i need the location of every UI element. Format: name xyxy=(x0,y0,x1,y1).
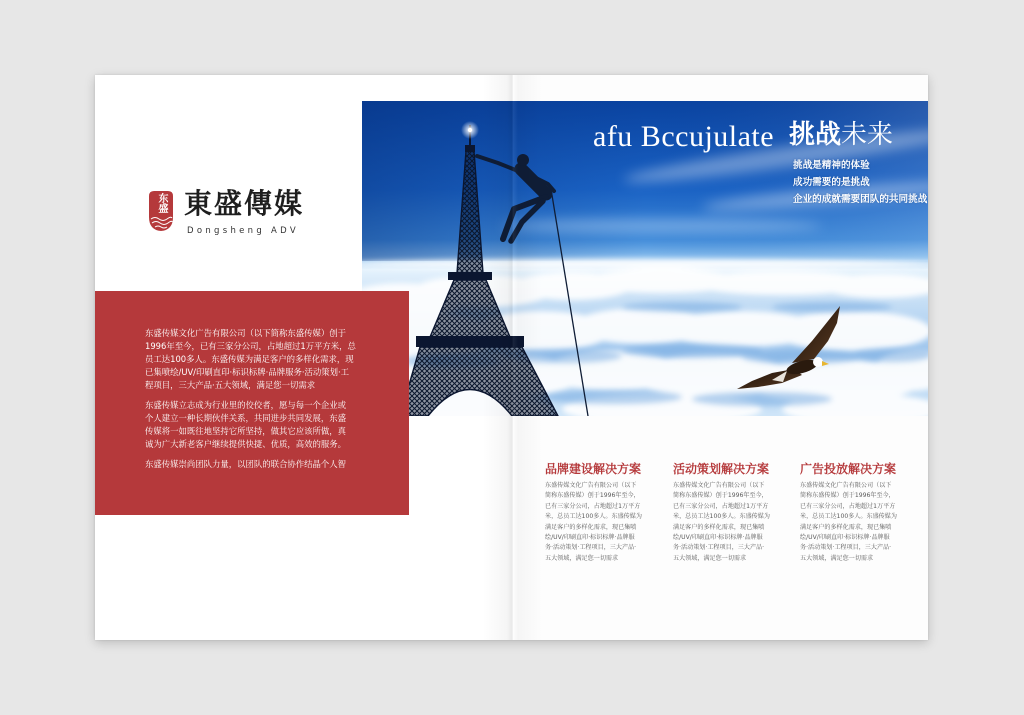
solution-line: 绘/UV/印刷直印·标识标牌·品牌服 xyxy=(545,534,635,542)
solution-line: 务·活动策划·工程项目，三大产品· xyxy=(545,544,637,552)
solution-line: 务·活动策划·工程项目，三大产品· xyxy=(800,544,892,552)
solution-line: 东盛传媒文化广告有限公司（以下 xyxy=(673,482,765,489)
solution-line: 五大领域，满足您一切需求 xyxy=(800,554,874,562)
intro-line: 东盛传媒崇尚团队力量，以团队的联合协作结晶个人智 xyxy=(145,459,346,469)
solution-title: 品牌建设解决方案 xyxy=(545,462,642,476)
solution-title: 活动策划解决方案 xyxy=(673,462,770,476)
tagline: 成功需要的是挑战 xyxy=(793,177,870,188)
intro-line: 东盛传媒立志成为行业里的佼佼者，愿与每一个企业或 xyxy=(145,400,346,410)
intro-line: 员工达100多人。东盛传媒为满足客户的多样化需求，现 xyxy=(145,354,354,364)
hero-headline-en: afu Bccujulate xyxy=(593,120,775,153)
solution-line: 米，总员工达100多人。东盛传媒为 xyxy=(545,513,642,521)
intro-line: 诚为广大新老客户继续提供快捷、优质，高效的服务。 xyxy=(145,439,346,449)
intro-text xyxy=(145,327,356,478)
solution-line: 绘/UV/印刷直印·标识标牌·品牌服 xyxy=(673,534,763,542)
intro-paragraph xyxy=(145,458,356,471)
brochure-spread xyxy=(95,75,928,640)
solution-line: 满足客户的多样化需求，现已集喷 xyxy=(673,523,765,531)
intro-line: 程项目，三大产品·五大领域，满足您一切需求 xyxy=(145,380,316,390)
logo-wordmark: 東盛傳媒 xyxy=(184,187,305,220)
solution-line: 五大领域，满足您一切需求 xyxy=(545,554,619,562)
solution-line: 简称东盛传媒）创于1996年至今， xyxy=(800,492,895,500)
hero-headline-cn-rest: 未来 xyxy=(841,120,894,150)
solution-line: 满足客户的多样化需求，现已集喷 xyxy=(800,523,892,531)
solution-line: 东盛传媒文化广告有限公司（以下 xyxy=(800,482,892,489)
intro-panel xyxy=(95,291,409,515)
tagline: 挑战是精神的体验 xyxy=(793,160,870,171)
logo-seal xyxy=(147,190,175,232)
intro-line: 东盛传媒文化广告有限公司（以下简称东盛传媒）创于 xyxy=(145,328,346,338)
solution-line: 已有三家分公司，占地超过1万平方 xyxy=(800,502,896,510)
hero-headline-cn-bold: 挑战 xyxy=(789,120,842,150)
solution-line: 米，总员工达100多人。东盛传媒为 xyxy=(673,513,770,521)
solution-line: 已有三家分公司，占地超过1万平方 xyxy=(545,502,641,510)
logo-seal-text: 东盛 xyxy=(156,193,167,213)
solution-body xyxy=(545,481,642,564)
company-logo xyxy=(147,186,377,246)
tagline: 企业的成就需要团队的共同挑战 xyxy=(793,194,928,205)
solution-column xyxy=(545,462,665,562)
intro-paragraph xyxy=(145,399,356,451)
intro-line: 传媒将一如既往地坚持它所坚持，做其它应该所做，真 xyxy=(145,426,346,436)
solution-line: 米，总员工达100多人。东盛传媒为 xyxy=(800,513,897,521)
solution-body xyxy=(673,481,770,564)
intro-paragraph xyxy=(145,327,356,392)
solution-line: 务·活动策划·工程项目，三大产品· xyxy=(673,544,765,552)
intro-line: 个人建立一种长期伙伴关系，共同进步共同发展，东盛 xyxy=(145,413,346,423)
solution-line: 五大领域，满足您一切需求 xyxy=(673,554,747,562)
solution-line: 简称东盛传媒）创于1996年至今， xyxy=(545,492,640,500)
solution-line: 绘/UV/印刷直印·标识标牌·品牌服 xyxy=(800,534,890,542)
hero-photo xyxy=(362,101,928,416)
solution-column xyxy=(673,462,793,562)
hero-headline-cn xyxy=(789,120,893,150)
solution-title: 广告投放解决方案 xyxy=(800,462,897,476)
intro-line: 1996年至今，已有三家分公司，占地超过1万平方米，总 xyxy=(145,341,356,351)
solution-line: 东盛传媒文化广告有限公司（以下 xyxy=(545,482,637,489)
hero-taglines xyxy=(793,157,927,208)
solution-line: 已有三家分公司，占地超过1万平方 xyxy=(673,502,769,510)
intro-line: 已集喷绘/UV/印刷直印·标识标牌·品牌服务·活动策划·工 xyxy=(145,367,350,377)
solution-line: 满足客户的多样化需求，现已集喷 xyxy=(545,523,637,531)
logo-subtitle: Dongsheng ADV xyxy=(187,226,299,236)
solution-line: 简称东盛传媒）创于1996年至今， xyxy=(673,492,768,500)
solution-body xyxy=(800,481,897,564)
solution-column xyxy=(800,462,920,562)
